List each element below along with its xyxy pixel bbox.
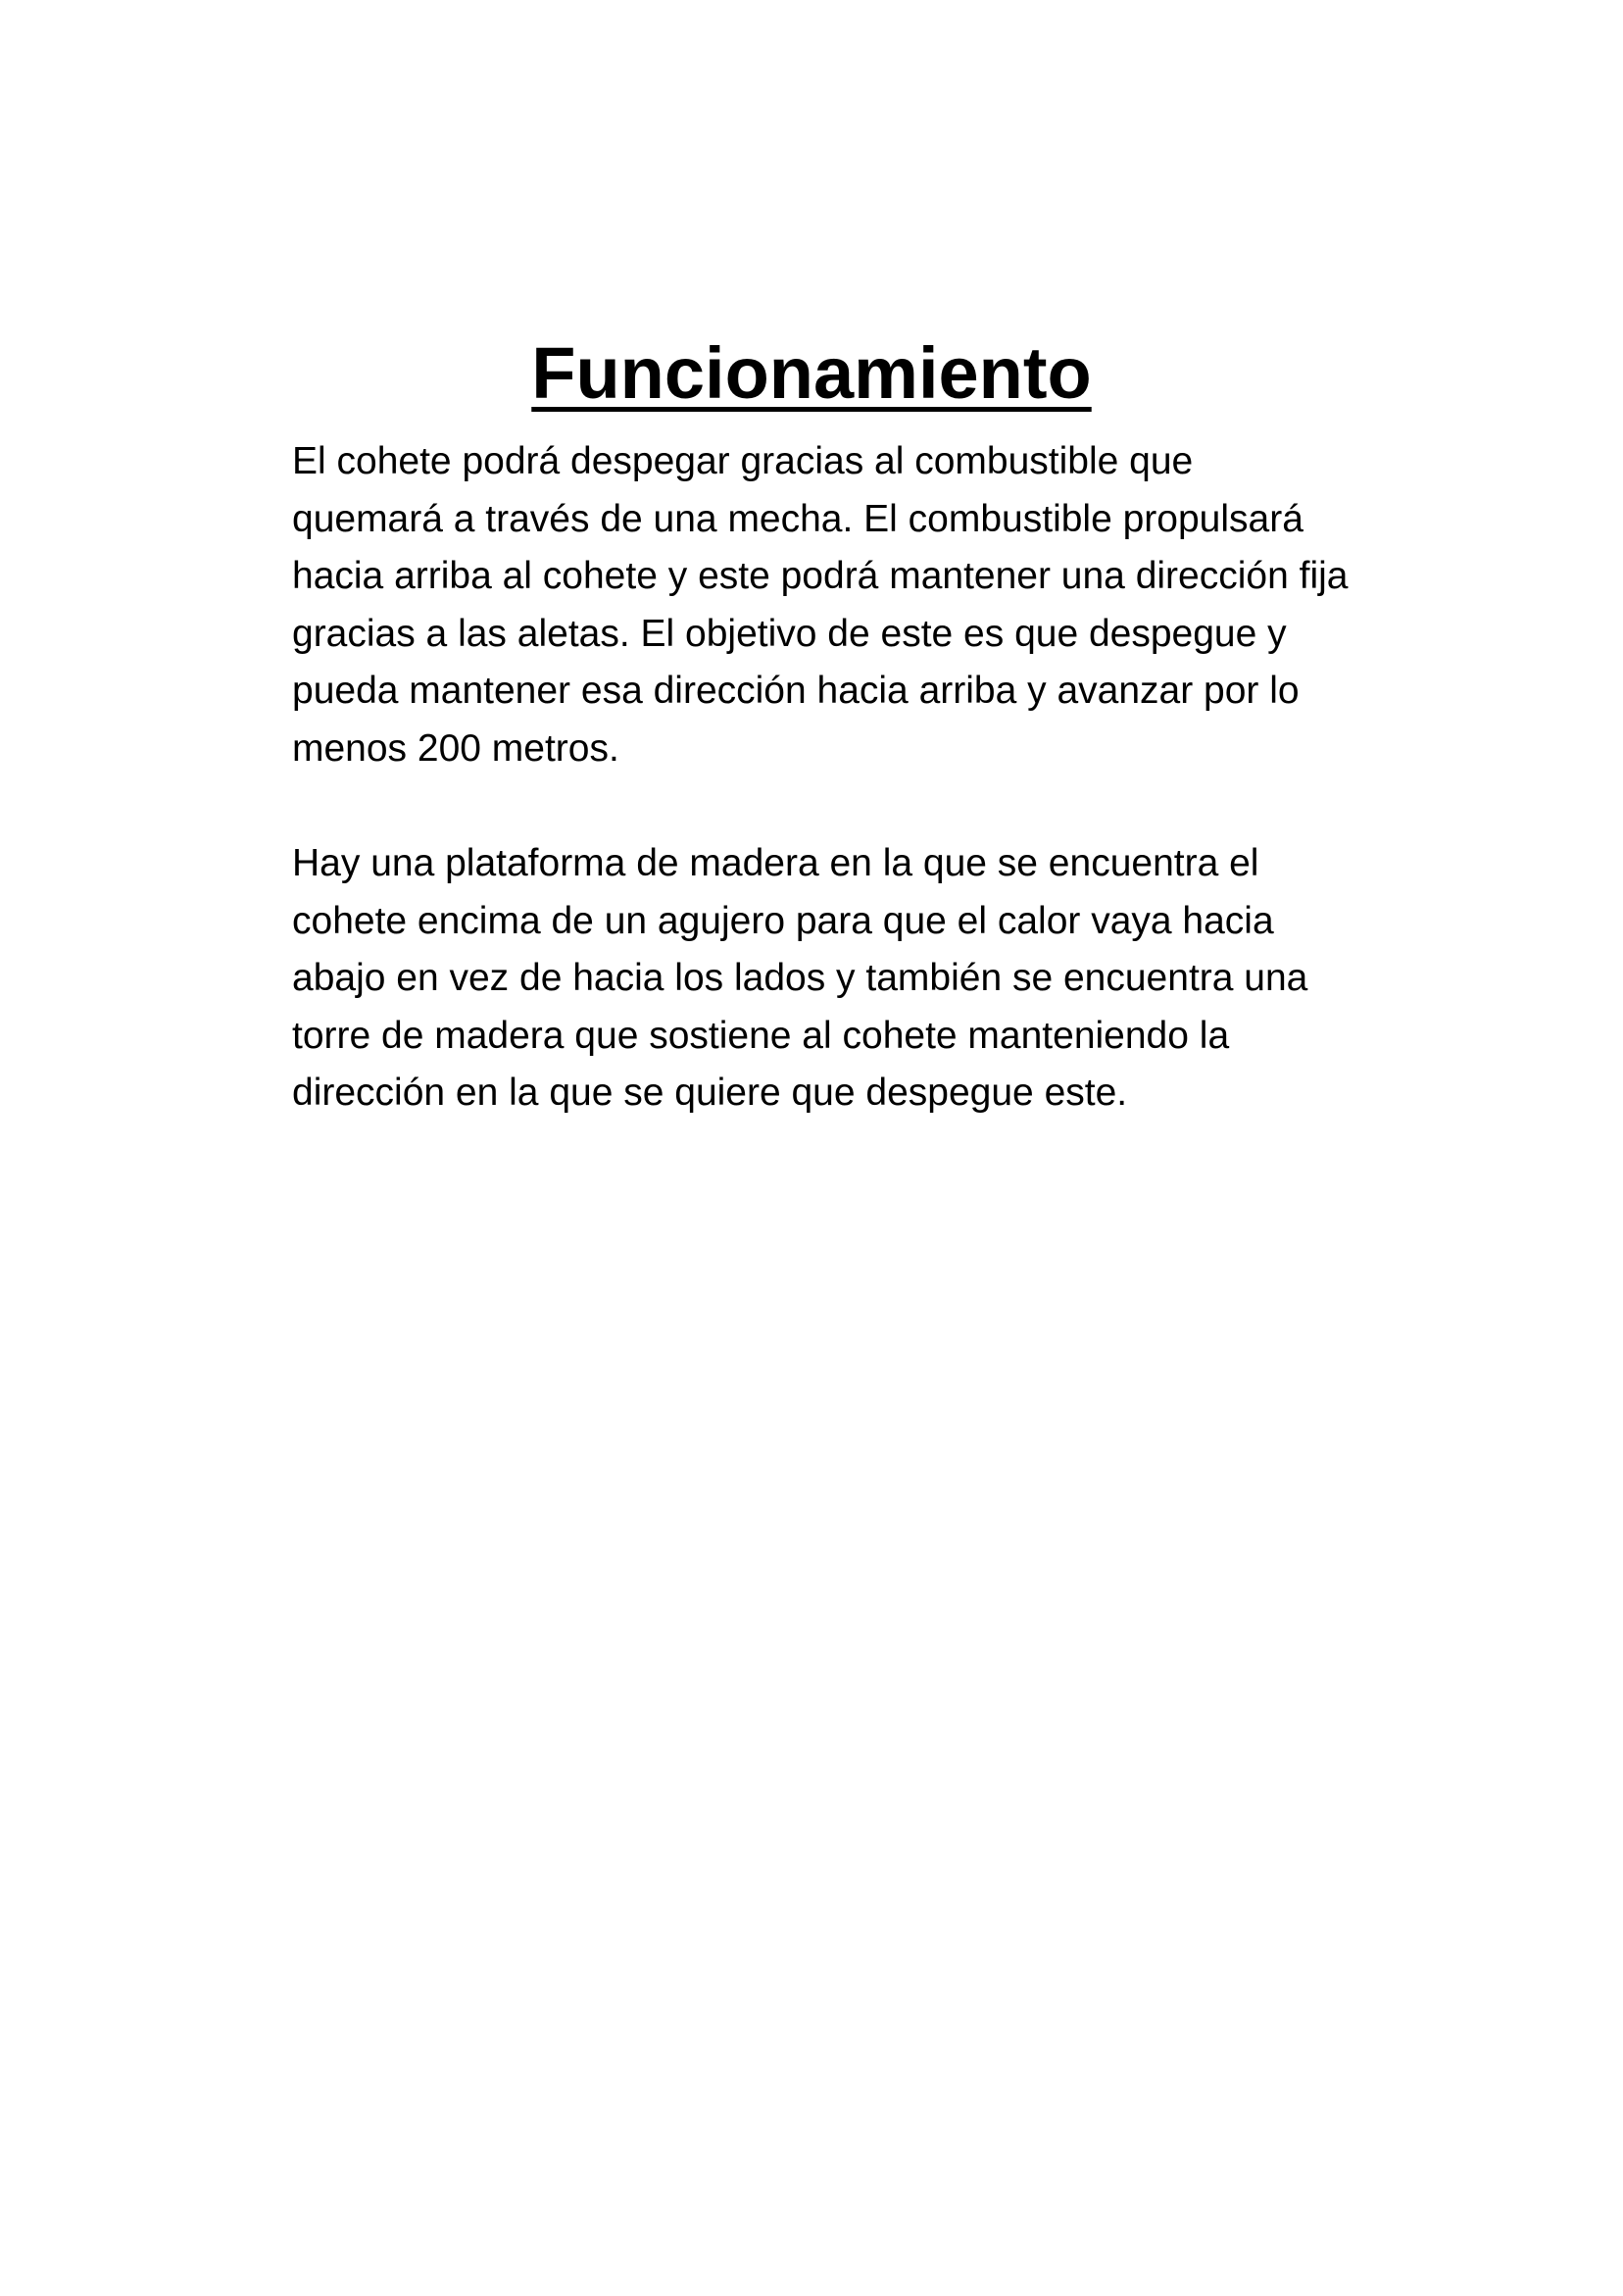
paragraph-1 (292, 433, 1566, 777)
text-line: El cohete podrá despegar gracias al combustible que (292, 440, 1194, 482)
text-line: dirección en la que se quiere que despegue este. (292, 1072, 1128, 1114)
text-line: menos 200 metros. (292, 726, 619, 770)
text-line: Hay una plataforma de madera en la que se encuentra el (292, 842, 1259, 884)
text-line: quemará a través de una mecha. El combustible propulsará (292, 497, 1303, 540)
text-line: cohete encima de un agujero para que el calor vaya hacia (292, 899, 1274, 942)
text-line: gracias a las aletas. El objetivo de este es que despegue y (292, 612, 1287, 655)
paragraph-2 (292, 835, 1566, 1123)
text-line: abajo en vez de hacia los lados y también se encuentra una (292, 957, 1308, 999)
text-line: pueda mantener esa dirección hacia arriba y avanzar por lo (292, 670, 1300, 712)
page-title: Funcionamiento (531, 332, 1092, 414)
text-line: torre de madera que sostiene al cohete manteniendo la (292, 1014, 1230, 1057)
text-line: hacia arriba al cohete y este podrá mantener una dirección fija (292, 555, 1349, 597)
